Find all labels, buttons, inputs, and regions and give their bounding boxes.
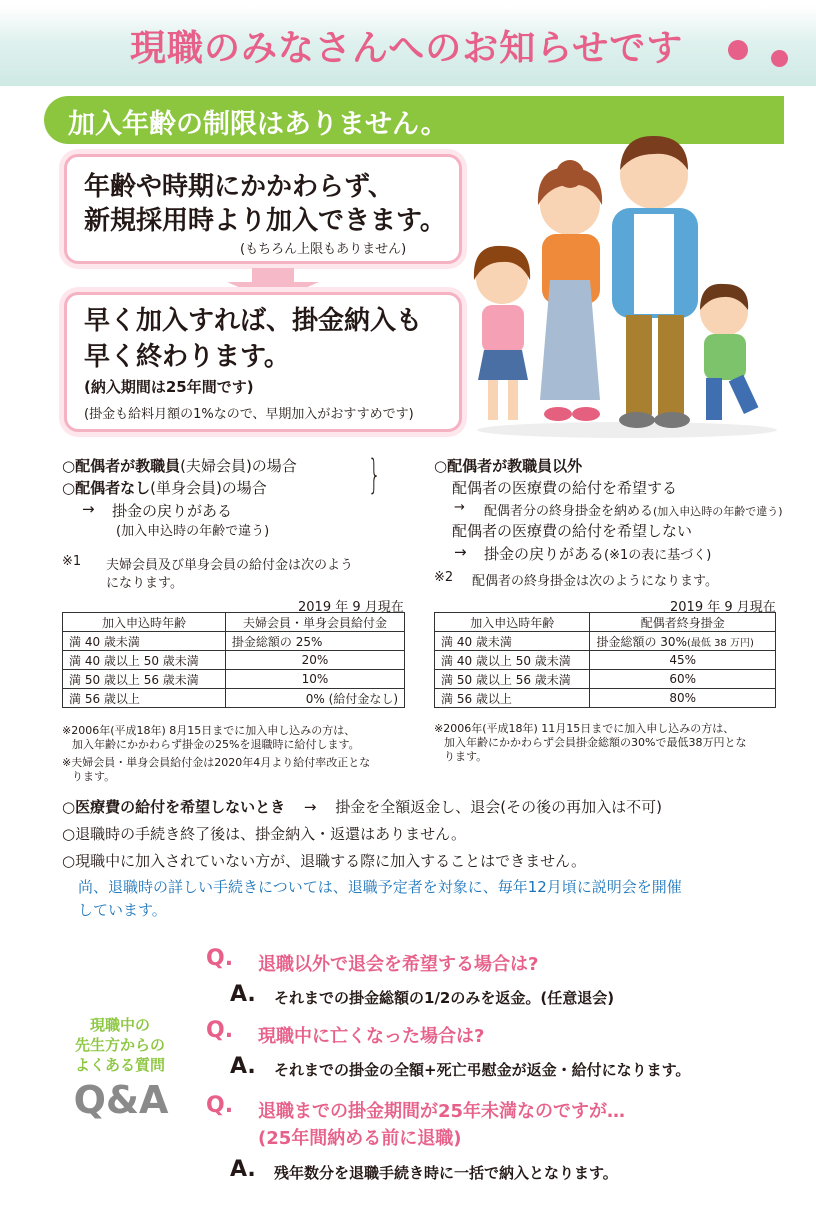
table-cell: 満 56 歳以上 xyxy=(435,689,590,708)
qa-heading: Q&A xyxy=(73,1078,169,1122)
right-case: ○配偶者が教職員以外 xyxy=(434,457,583,475)
left-case2: ○配偶者なし(単身会員)の場合 xyxy=(62,479,267,497)
right-arrow-icon-2: → xyxy=(454,543,467,561)
left-note-line2: になります。 xyxy=(106,576,183,591)
right-foot1b: 加入年齢にかかわらず会員掛金総額の30%で最低38万円とな xyxy=(444,736,747,749)
right-foot1a: ※2006年(平成18年) 11月15日までに加入申し込みの方は、 xyxy=(434,722,735,735)
right-opt1: 配偶者の医療費の給付を希望する xyxy=(452,479,678,497)
table-row xyxy=(435,670,776,689)
box2-line2: 早く終わります。 xyxy=(84,342,290,372)
box2-note1: (納入期間は25年間です) xyxy=(84,378,254,396)
left-foot2a: ※夫婦会員・単身会員給付金は2020年4月より給付率改正とな xyxy=(62,756,371,769)
brace: } xyxy=(368,452,381,498)
left-result: 掛金の戻りがある xyxy=(112,502,233,520)
left-date: 2019 年 9 月現在 xyxy=(298,600,404,615)
notice-2: ○退職時の手続き終了後は、掛金納入・返還はありません。 xyxy=(62,825,466,843)
table-cell: 満 40 歳以上 50 歳未満 xyxy=(63,651,226,670)
right-note-mark: ※2 xyxy=(434,570,454,585)
decor-dot-small xyxy=(771,50,788,67)
table-cell: 10% xyxy=(225,670,404,689)
box2-note2: (掛金も給料月額の1%なので、早期加入がおすすめです) xyxy=(84,407,414,422)
table-cell: 80% xyxy=(590,689,776,708)
table-cell: 満 50 歳以上 56 歳未満 xyxy=(435,670,590,689)
table-cell: 掛金総額の 30%(最低 38 万円) xyxy=(590,632,776,651)
a-mark: A. xyxy=(230,982,256,1007)
question-1: 退職以外で退会を希望する場合は? xyxy=(258,954,539,975)
question-3-line2: (25年間納める前に退職) xyxy=(258,1128,462,1149)
box2-line1: 早く加入すれば、掛金納入も xyxy=(84,306,423,336)
answer-3: 残年数分を退職手続き時に一括で納入となります。 xyxy=(274,1164,618,1182)
right-opt2-result: 掛金の戻りがある(※1の表に基づく) xyxy=(484,545,712,563)
table-row xyxy=(435,632,776,651)
table-row xyxy=(63,632,405,651)
a-mark: A. xyxy=(230,1157,256,1182)
notice-blue-2: しています。 xyxy=(78,901,167,919)
qa-side-line2: 先生方からの xyxy=(74,1036,165,1054)
section-title: 加入年齢の制限はありません。 xyxy=(68,109,448,140)
table-header-row xyxy=(63,613,405,632)
box1-note: (もちろん上限もありません) xyxy=(240,242,407,257)
left-case1: ○配偶者が教職員(夫婦会員)の場合 xyxy=(62,457,297,475)
table-cell: 満 56 歳以上 xyxy=(63,689,226,708)
qa-side-line1: 現職中の xyxy=(89,1016,150,1034)
table-row xyxy=(435,689,776,708)
table-cell: 45% xyxy=(590,651,776,670)
table-row xyxy=(63,651,405,670)
notice-blue-1: 尚、退職時の詳しい手続きについては、退職予定者を対象に、毎年12月頃に説明会を開催 xyxy=(78,878,682,896)
page-title: 現職のみなさんへのお知らせです xyxy=(130,28,684,69)
notice-1: ○医療費の給付を希望しないとき → 掛金を全額返金し、退会(その後の再加入は不可) xyxy=(62,798,662,816)
q-mark: Q. xyxy=(206,946,234,971)
right-spouse-table xyxy=(434,612,776,708)
table-cell: 0% (給付金なし) xyxy=(225,689,404,708)
table-header-row xyxy=(435,613,776,632)
table-header: 加入申込時年齢 xyxy=(435,613,590,632)
right-arrow-icon: → xyxy=(454,500,465,515)
left-result-note: (加入申込時の年齢で違う) xyxy=(116,524,270,539)
table-cell: 掛金総額の 25% xyxy=(225,632,404,651)
right-note: 配偶者の終身掛金は次のようになります。 xyxy=(472,574,718,589)
q-mark: Q. xyxy=(206,1018,234,1043)
down-arrow-stem xyxy=(252,268,294,282)
left-note-mark: ※1 xyxy=(62,554,82,569)
question-2: 現職中に亡くなった場合は? xyxy=(258,1026,485,1047)
notice-3: ○現職中に加入されていない方が、退職する際に加入することはできません。 xyxy=(62,852,586,870)
q-mark: Q. xyxy=(206,1093,234,1118)
left-arrow-icon: → xyxy=(82,500,95,518)
family-illustration xyxy=(462,130,792,440)
right-opt2: 配偶者の医療費の給付を希望しない xyxy=(452,522,693,540)
table-header: 配偶者終身掛金 xyxy=(590,613,776,632)
answer-2: それまでの掛金の全額+死亡弔慰金が返金・給付になります。 xyxy=(274,1061,691,1079)
decor-dot-large xyxy=(728,40,748,60)
left-note-line1: 夫婦会員及び単身会員の給付金は次のよう xyxy=(106,558,354,573)
table-cell: 満 40 歳以上 50 歳未満 xyxy=(435,651,590,670)
answer-1: それまでの掛金総額の1/2のみを返金。(任意退会) xyxy=(274,989,615,1007)
left-foot1b: 加入年齢にかかわらず掛金の25%を退職時に給付します。 xyxy=(72,738,360,751)
table-header: 夫婦会員・単身会員給付金 xyxy=(225,613,404,632)
a-mark: A. xyxy=(230,1054,256,1079)
table-cell: 20% xyxy=(225,651,404,670)
right-date: 2019 年 9 月現在 xyxy=(670,600,776,615)
table-row xyxy=(63,670,405,689)
table-cell: 満 50 歳以上 56 歳未満 xyxy=(63,670,226,689)
table-cell: 60% xyxy=(590,670,776,689)
table-row xyxy=(435,651,776,670)
box1-line1: 年齢や時期にかかわらず、 xyxy=(84,172,394,202)
box1-line2: 新規採用時より加入できます。 xyxy=(84,206,446,236)
table-header: 加入申込時年齢 xyxy=(63,613,226,632)
left-foot2b: ります。 xyxy=(72,770,116,783)
right-opt1-result: 配偶者分の終身掛金を納める(加入申込時の年齢で違う) xyxy=(484,504,783,519)
question-3: 退職までの掛金期間が25年未満なのですが… xyxy=(258,1101,626,1122)
qa-side-line3: よくある質問 xyxy=(74,1056,165,1074)
table-cell: 満 40 歳未満 xyxy=(63,632,226,651)
left-foot1a: ※2006年(平成18年) 8月15日までに加入申し込みの方は、 xyxy=(62,724,356,737)
table-row xyxy=(63,689,405,708)
table-cell: 満 40 歳未満 xyxy=(435,632,590,651)
left-benefit-table xyxy=(62,612,405,708)
right-foot1c: ります。 xyxy=(444,750,488,763)
